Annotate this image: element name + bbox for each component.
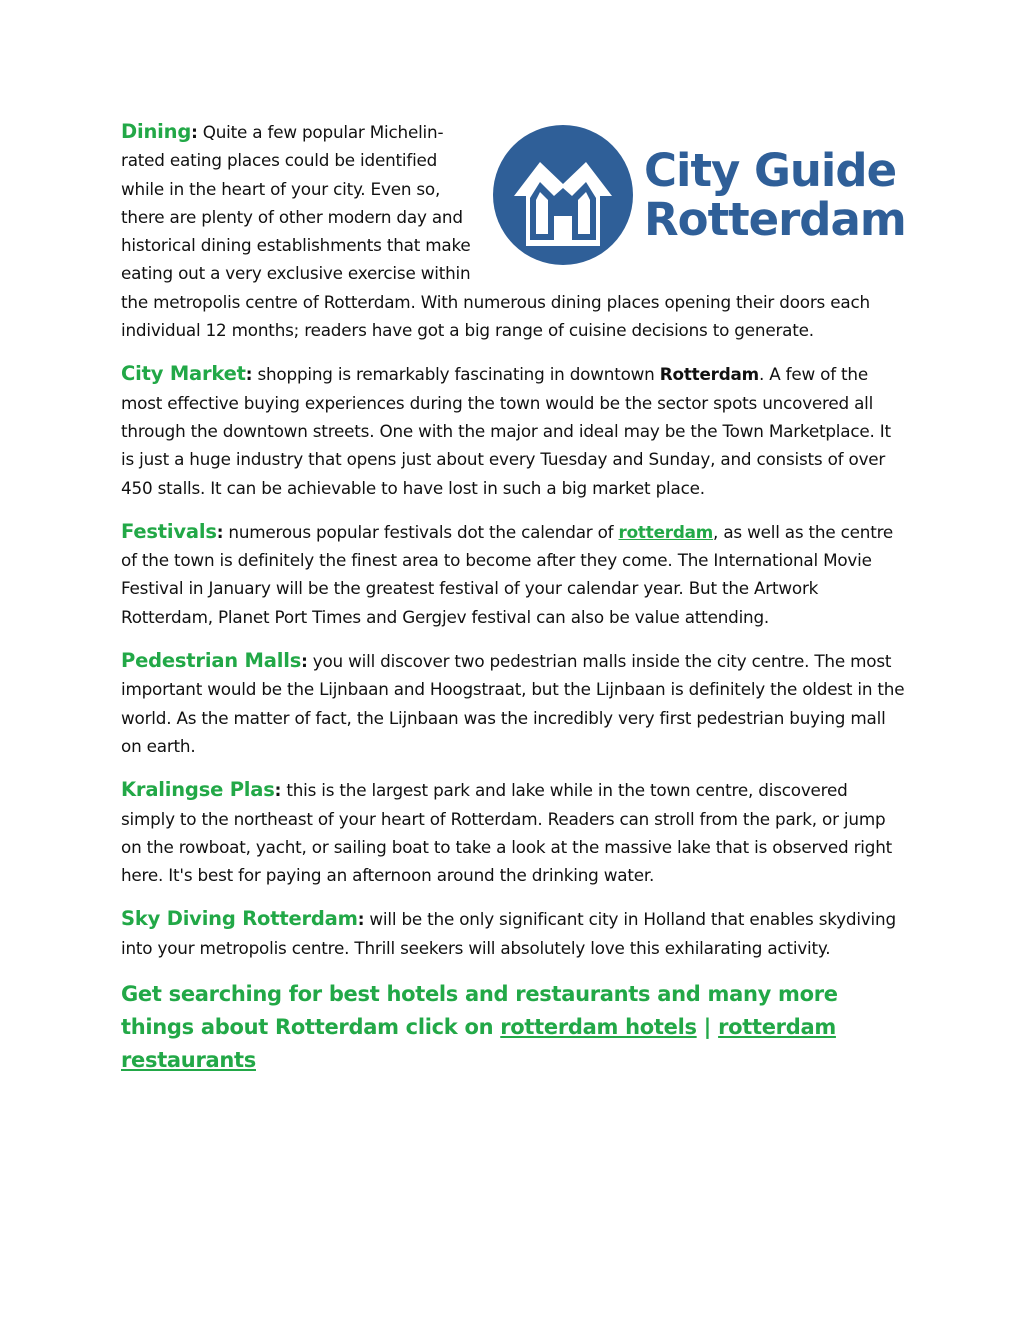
section-city-market [121, 360, 906, 501]
call-to-action [121, 978, 906, 1077]
section-kralingse-plas [121, 776, 906, 889]
section-heading: Sky Diving Rotterdam [121, 907, 358, 931]
logo-line-2: Rotterdam [644, 193, 906, 246]
section-festivals [121, 518, 906, 631]
section-text: , as well as the centre of the town is definitely the finest area to become after they come. The International Movie Festival in January will be the greatest festival of your calendar year. But the Artwork Rotterdam, Planet Port Times and Gergjev festival can also be value attending. [121, 521, 894, 627]
section-text: . A few of the most effective buying experiences during the town would be the sector spots uncovered all through the downtown streets. One with the major and ideal may be the Town Marketplace. It is just a huge industry that opens just about every Tuesday and Sunday, and consists of over 450 stalls. It can be achievable to have lost in such a big market place. [121, 364, 891, 498]
rotterdam-restaurants-link[interactable]: rotterdam restaurants [121, 1015, 836, 1073]
section-sky-diving [121, 905, 906, 962]
logo-text [644, 146, 906, 244]
rotterdam-link[interactable]: rotterdam [618, 521, 714, 542]
city-guide-logo [492, 120, 912, 270]
cta-separator: | [696, 1015, 719, 1040]
section-heading: Festivals [121, 519, 217, 543]
section-pedestrian-malls [121, 647, 906, 760]
cta-text: Get searching for best hotels and restaurants and many more things about Rotterdam click on [121, 982, 838, 1040]
heading-colon: : [191, 122, 198, 142]
section-text: will be the only significant city in Holland that enables skydiving into your metropolis centre. Thrill seekers will absolutely love this exhilarating activity. [121, 909, 896, 958]
heading-colon: : [245, 364, 253, 385]
section-text: Quite a few popular Michelin-rated eating places could be identified while in the heart of your city. Even so, there are plenty of other modern day and historical dining establishments that make eating out a very exclusive exercise within the metropolis centre of Rotterdam. With numerous dining places opening their doors each individual 12 months; readers have got a big range of cuisine decisions to generate. [121, 122, 870, 341]
bold-text: Rotterdam [659, 364, 759, 385]
rotterdam-hotels-link[interactable]: rotterdam hotels [500, 1015, 697, 1040]
heading-colon: : [216, 521, 224, 542]
section-heading: Dining [121, 120, 192, 143]
section-heading: Kralingse Plas [121, 778, 275, 802]
section-text: you will discover two pedestrian malls inside the city centre. The most important would be the Lijnbaan and Hoogstraat, but the Lijnbaan is definitely the oldest in the world. As the matter of fact, the Lijnbaan was the incredibly very first pedestrian buying mall on earth. [121, 651, 905, 756]
logo-line-1: City Guide [644, 144, 897, 197]
house-icon [492, 124, 634, 266]
section-text: this is the largest park and lake while in the town centre, discovered simply to the northeast of your heart of Rotterdam. Readers can stroll from the park, or jump on the rowboat, yacht, or sailing boat to take a look at the massive lake that is observed right here. It's best for paying an afternoon around the drinking water. [121, 780, 893, 886]
document-page [121, 118, 906, 1093]
heading-colon: : [274, 780, 282, 801]
section-heading: City Market [121, 362, 246, 386]
heading-colon: : [357, 909, 365, 930]
section-text: shopping is remarkably fascinating in downtown [252, 364, 660, 385]
section-heading: Pedestrian Malls [121, 649, 302, 673]
section-text: numerous popular festivals dot the calendar of [223, 521, 619, 542]
heading-colon: : [301, 651, 308, 672]
